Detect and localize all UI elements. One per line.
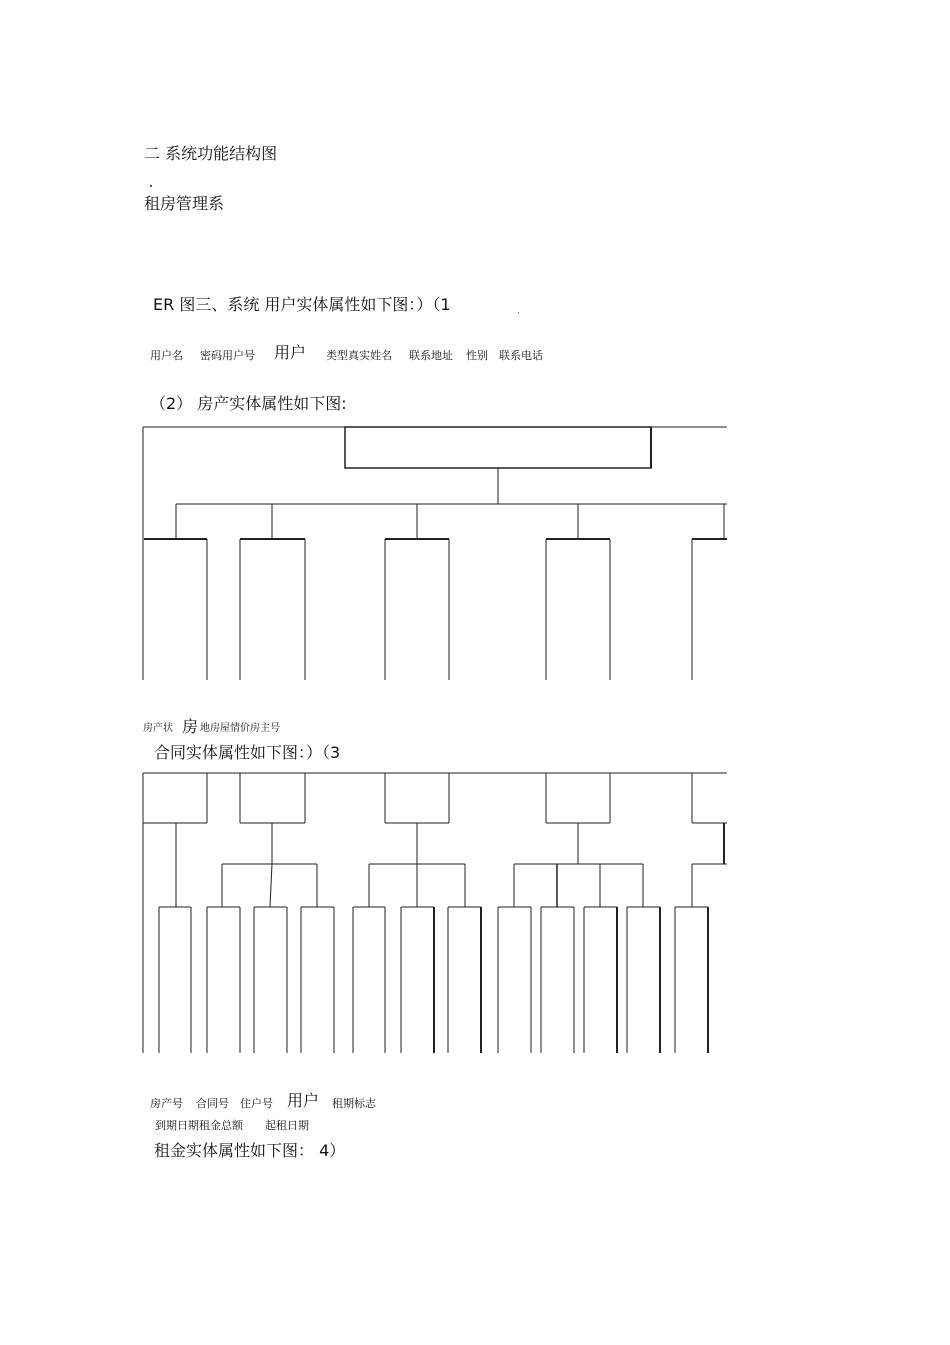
- subsection-3-heading: 合同实体属性如下图：）（3: [154, 743, 341, 762]
- attr-due-date-total: 到期日期租金总额: [155, 1119, 243, 1132]
- attr-address: 联系地址: [409, 349, 453, 362]
- attr-type-realname: 类型真实姓名: [326, 349, 392, 362]
- attr-gender: 性别: [466, 349, 488, 362]
- attr-contract-no: 合同号: [196, 1097, 229, 1110]
- attr-username: 用户名: [150, 349, 183, 362]
- house-label-b: 地房屋情价房主号: [200, 723, 280, 734]
- attr-phone: 联系电话: [499, 349, 543, 362]
- attr-password-userid: 密码用户号: [200, 349, 255, 362]
- attr-lease-flag: 租期标志: [332, 1097, 376, 1110]
- system-name: 租房管理系: [144, 194, 225, 213]
- house-label-a: 房产状: [143, 723, 173, 734]
- contract-entity-user: 用户: [287, 1091, 320, 1110]
- subsection-2-heading: （2） 房产实体属性如下图:: [150, 394, 347, 413]
- entity-user: 用户: [274, 343, 307, 362]
- attr-tenant-no: 住户号: [240, 1097, 273, 1110]
- attr-start-date: 起租日期: [265, 1119, 309, 1132]
- section-heading-2: 二 系统功能结构图: [144, 144, 278, 163]
- subsection-4-heading: 租金实体属性如下图： 4）: [154, 1141, 346, 1160]
- attr-house-no: 房产号: [150, 1097, 183, 1110]
- house-label-big: 房: [182, 717, 199, 736]
- section-heading-3: ER 图三、系统 用户实体属性如下图：）（1: [153, 295, 451, 314]
